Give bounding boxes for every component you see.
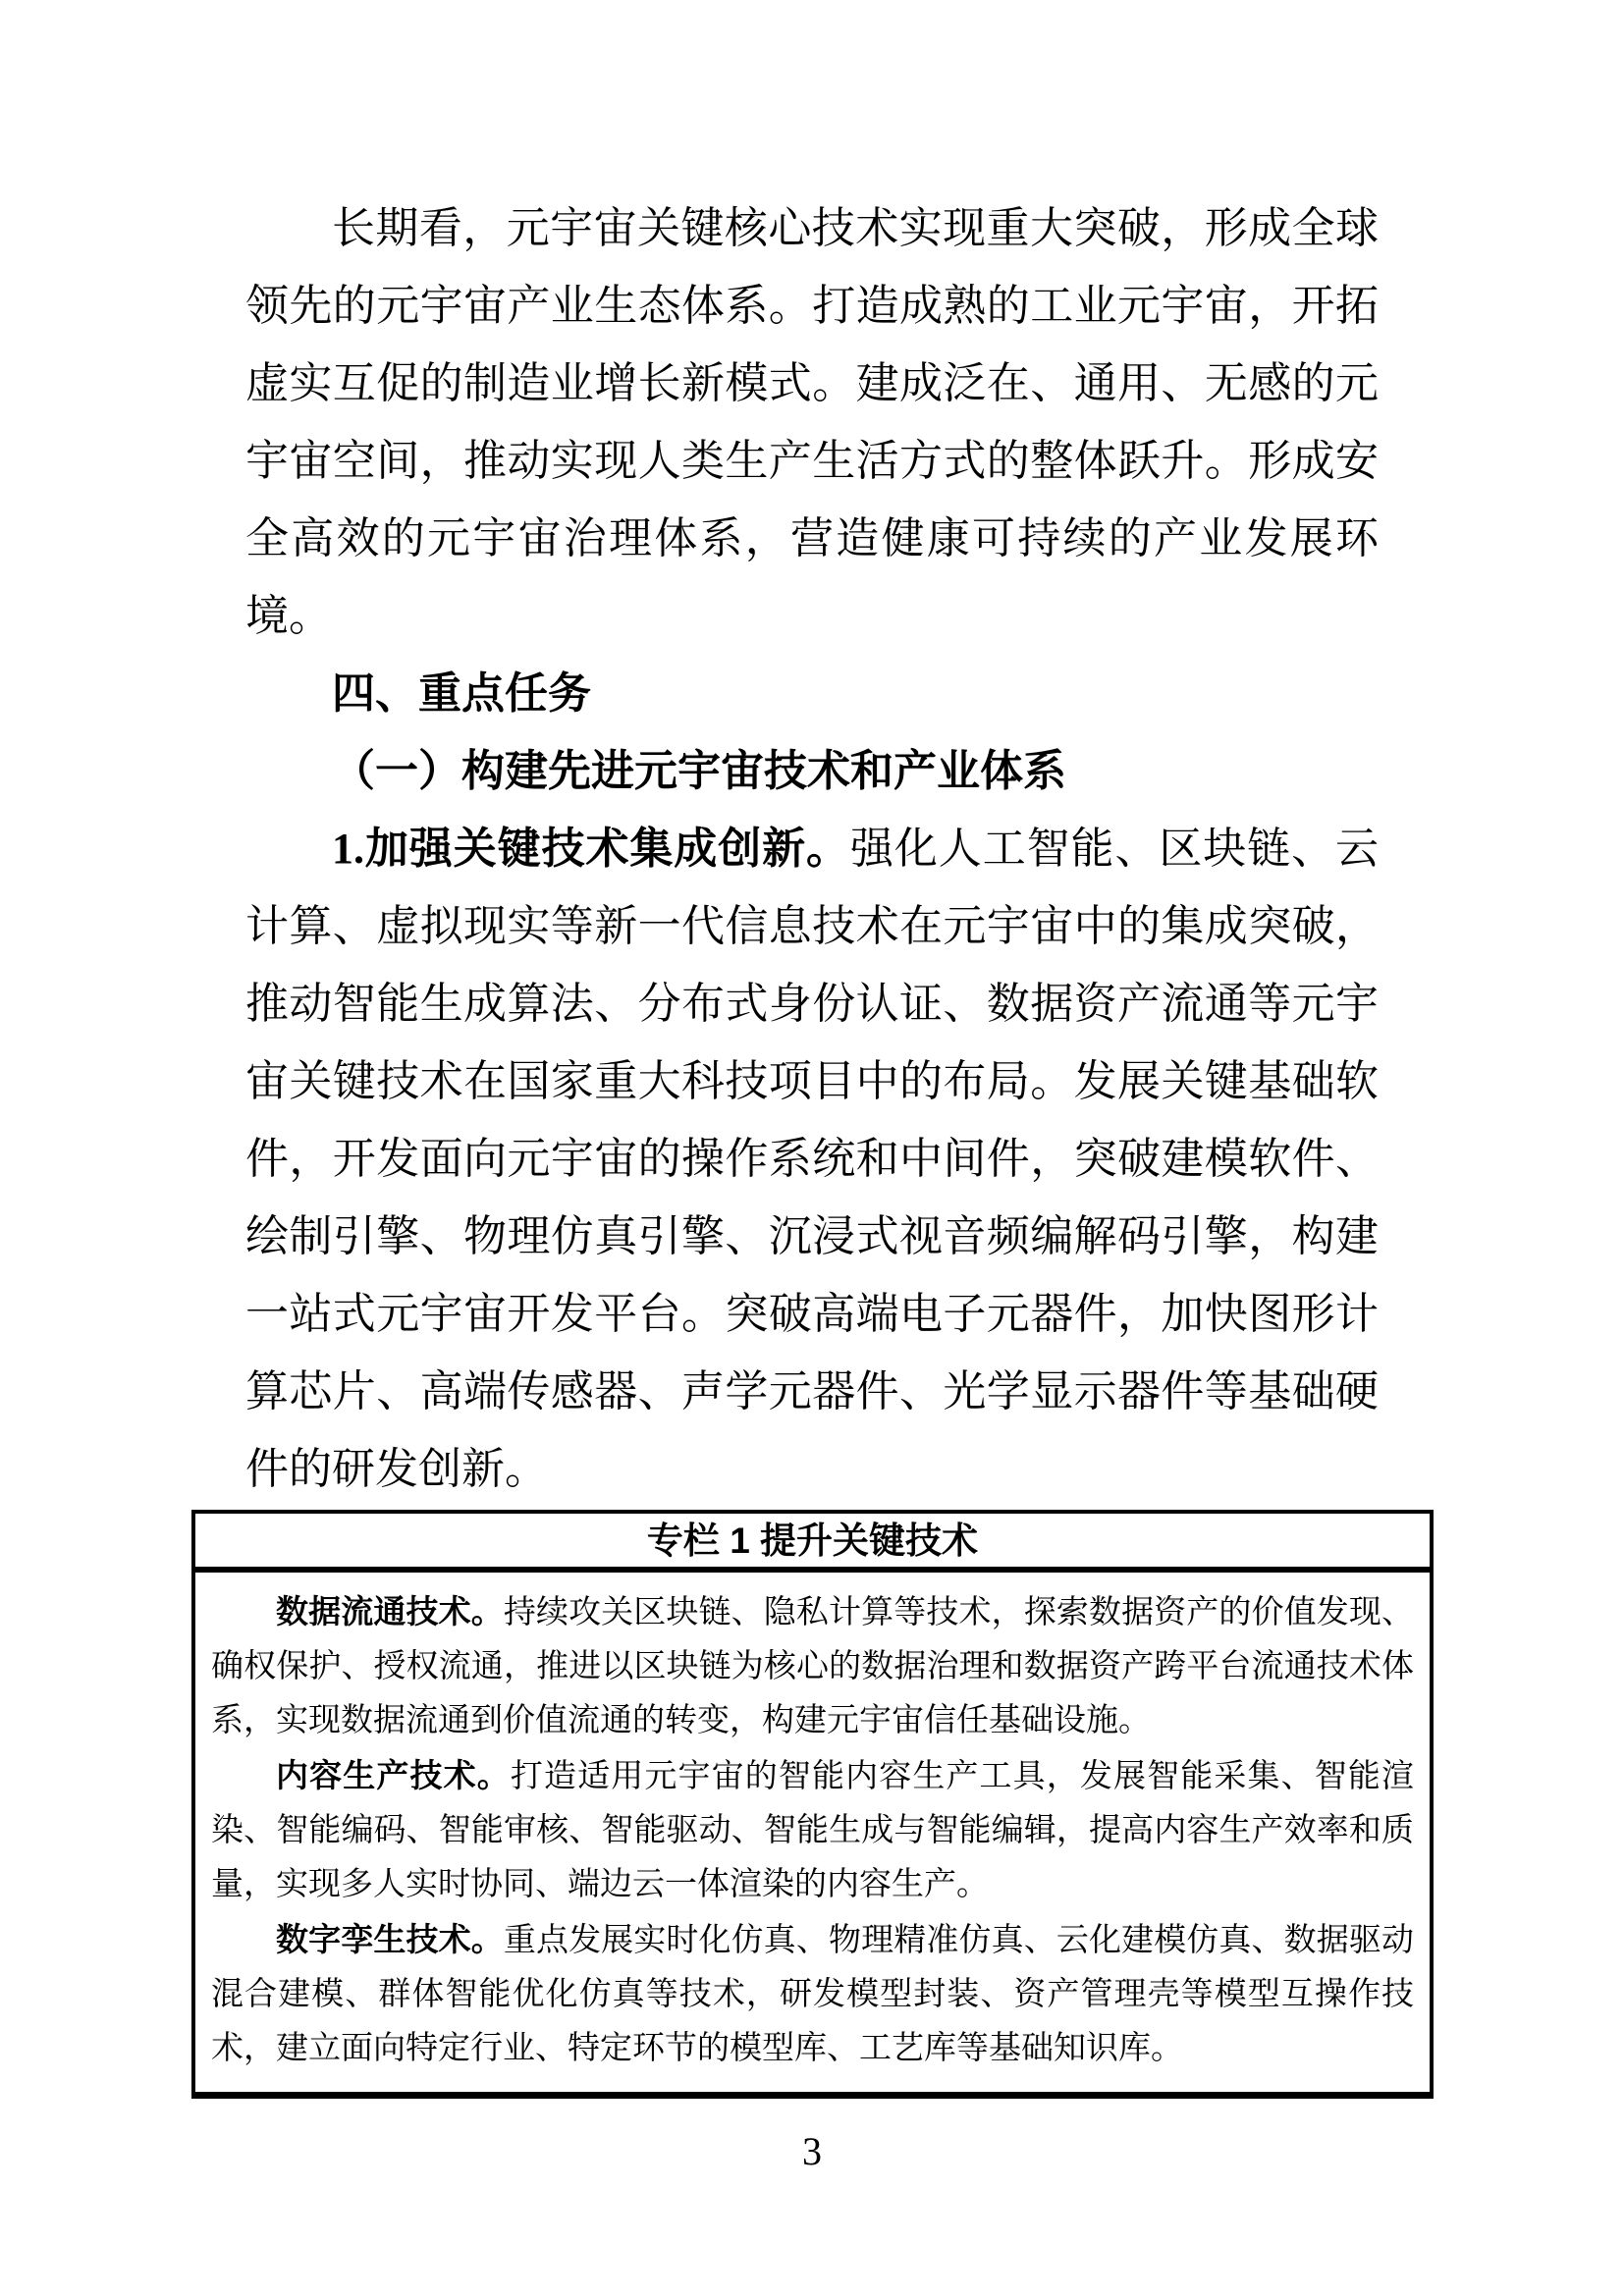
page-number: 3 [802,2129,822,2173]
paragraph-lead-key-tech: 1.加强关键技术集成创新。 [332,825,850,873]
subsection-heading-tech-industry: （一）构建先进元宇宙技术和产业体系 [332,747,1066,795]
callout-item-text: 重点发展实时化仿真、物理精准仿真、云化建模仿真、数据驱动混合建模、群体智能优化仿真等技术，研发模型封装、资产管理壳等模型互操作技术，建立面向特定行业、特定环节的模型库、工艺库等基础知识库。 [211,1923,1415,2066]
paragraph-long-term-outlook: 长期看，元宇宙关键核心技术实现重大突破，形成全球领先的元宇宙产业生态体系。打造成熟的工业元宇宙，开拓虚实互促的制造业增长新模式。建成泛在、通用、无感的元宇宙空间，推动实现人类生产生活方式的整体跃升。形成安全高效的元宇宙治理体系，营造健康可持续的产业发展环境。 [245,204,1379,640]
callout-item-data-circulation [211,1584,1414,1748]
main-text-column [211,189,1415,2099]
callout-item-text: 持续攻关区块链、隐私计算等技术，探索数据资产的价值发现、确权保护、授权流通，推进以区块链为核心的数据治理和数据资产跨平台流通技术体系，实现数据流通到价值流通的转变，构建元宇宙信任基础设施。 [211,1595,1415,1738]
callout-item-lead: 数据流通技术。 [276,1593,504,1629]
callout-box-title: 专栏 1 提升关键技术 [195,1514,1430,1573]
paragraph-body-key-tech: 强化人工智能、区块链、云计算、虚拟现实等新一代信息技术在元宇宙中的集成突破，推动智能生成算法、分布式身份认证、数据资产流通等元宇宙关键技术在国家重大科技项目中的布局。发展关键基础软件，开发面向元宇宙的操作系统和中间件，突破建模软件、绘制引擎、物理仿真引擎、沉浸式视音频编解码引擎，构建一站式元宇宙开发平台。突破高端电子元器件，加快图形计算芯片、高端传感器、声学元器件、光学显示器件等基础硬件的研发创新。 [245,825,1380,1493]
callout-box-body [195,1573,1430,2092]
paragraph-key-tech-innovation [245,810,1379,1508]
callout-item-lead: 数字孪生技术。 [276,1921,504,1957]
section-heading-key-tasks: 四、重点任务 [332,669,591,718]
callout-item-digital-twin [211,1912,1414,2076]
callout-item-text: 打造适用元宇宙的智能内容生产工具，发展智能采集、智能渲染、智能编码、智能审核、智能驱动、智能生成与智能编辑，提高内容生产效率和质量，实现多人实时协同、端边云一体渲染的内容生产。 [211,1759,1415,1902]
callout-item-lead: 内容生产技术。 [276,1757,511,1793]
callout-item-content-production [211,1748,1414,1912]
callout-box-key-technologies [191,1510,1434,2099]
